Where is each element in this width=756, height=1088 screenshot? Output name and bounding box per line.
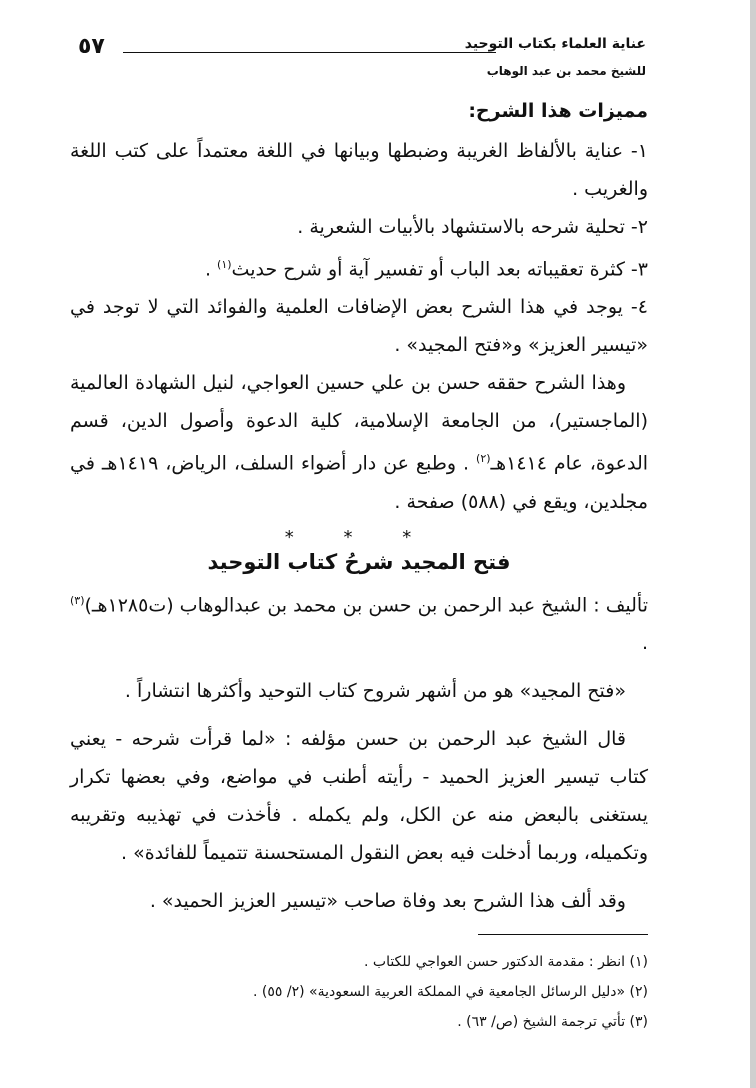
footnote-3: (٣) تأتي ترجمة الشيخ (ص/ ٦٣) .	[457, 1013, 648, 1030]
footnote-2: (٢) «دليل الرسائل الجامعية في المملكة العربية السعودية» (٢/ ٥٥) .	[252, 983, 648, 1000]
author-end: .	[641, 631, 648, 654]
author-text: تأليف : الشيخ عبد الرحمن بن حسن بن محمد بن عبدالوهاب (ت١٢٨٥هـ)	[84, 593, 648, 616]
feature-item-3	[70, 246, 648, 288]
footnotes	[70, 947, 648, 1037]
edition-paragraph	[70, 364, 648, 520]
footnote-ref-1[interactable]: (١)	[217, 258, 232, 271]
popularity-paragraph: «فتح المجيد» هو من أشهر شروح كتاب التوحيد وأكثرها انتشاراً .	[124, 679, 626, 702]
feature-item-1: ١- عناية بالألفاظ الغريبة وضبطها وبيانها في اللغة معتمداً على كتب اللغة والغريب .	[70, 140, 648, 200]
spacer	[70, 662, 648, 672]
header-rule	[123, 52, 496, 53]
section-separator: * * *	[284, 526, 434, 548]
author-line	[70, 582, 648, 662]
spacer	[70, 872, 648, 882]
book-heading: فتح المجيد شرحُ كتاب التوحيد	[207, 549, 511, 574]
feature-item-2: ٢- تحلية شرحه بالاستشهاد بالأبيات الشعرية .	[297, 216, 648, 238]
feature-item-4: ٤- يوجد في هذا الشرح بعض الإضافات العلمية والفوائد التي لا توجد في «تيسير العزيز» و«فتح المجيد» .	[70, 296, 648, 357]
feature-item-3-text: ٣- كثرة تعقيباته بعد الباب أو تفسير آية أو شرح حديث	[231, 258, 648, 281]
footnote-ref-2[interactable]: (٢)	[476, 452, 491, 466]
feature-item-3-end: .	[204, 258, 218, 281]
footnote-rule	[478, 934, 648, 935]
authorship-paragraph: وقد ألف هذا الشرح بعد وفاة صاحب «تيسير العزيز الحميد» .	[149, 889, 626, 912]
edition-paragraph-b: . وطبع عن دار أضواء السلف، الرياض، ١٤١٩هـ في مجلدين، ويقع في (٥٨٨) صفحة .	[70, 452, 648, 513]
edition-paragraph-a: وهذا الشرح حققه حسن بن علي حسين العواجي، لنيل الشهادة العالمية (الماجستير)، من الجامعة الإسلامية، كلية الدعوة وأصول الدين، قسم الدعوة، عام ١٤١٤هـ	[70, 372, 649, 475]
footnote-1: (١) انظر : مقدمة الدكتور حسن العواجي للكتاب .	[363, 953, 648, 970]
quote-paragraph: قال الشيخ عبد الرحمن بن حسن مؤلفه : «لما قرأت شرحه - يعني كتاب تيسير العزيز الحميد - رأيته أطنب في مواضع، وفي بعضها تكرار يستغنى بالبعض منه عن الكل، ولم يكمله . فأخذت في تهذيبه وتقريبه وتكميله، وربما أدخلت فيه بعض النقول المستحسنة تتميماً للفائدة» .	[70, 727, 648, 864]
running-title: عناية العلماء بكتاب التوحيد	[464, 36, 646, 52]
spacer	[70, 710, 648, 720]
main-text	[70, 100, 648, 1037]
running-header	[78, 30, 646, 82]
features-heading: مميزات هذا الشرح:	[468, 100, 648, 122]
page-edge	[750, 0, 756, 1088]
page-number: ٥٧	[78, 34, 105, 59]
footnote-ref-3[interactable]: (٣)	[70, 593, 85, 607]
running-subtitle: للشيخ محمد بن عبد الوهاب	[486, 64, 646, 78]
